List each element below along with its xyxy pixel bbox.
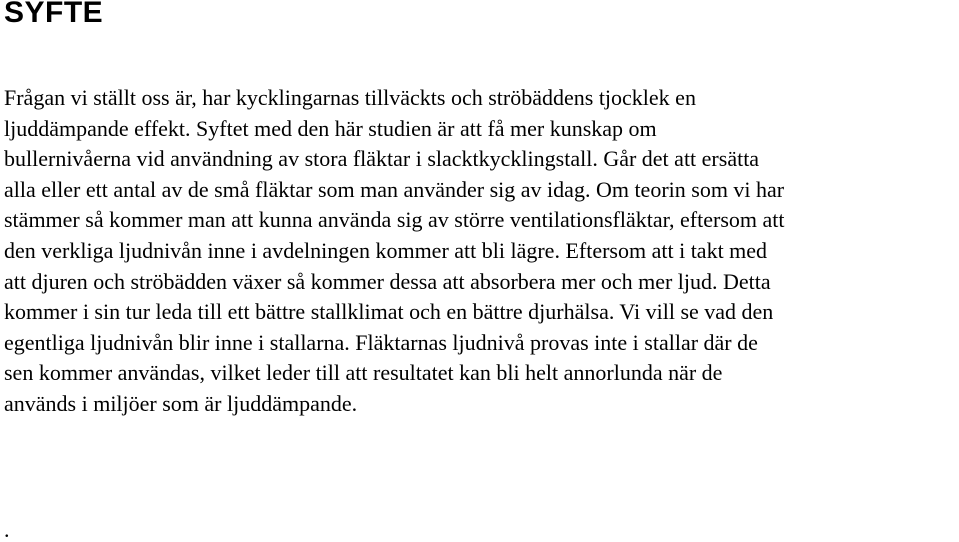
paragraph-line: kommer i sin tur leda till ett bättre stallklimat och en bättre djurhälsa. Vi vill se vad den [4,299,774,325]
paragraph-line: alla eller ett antal av de små fläktar som man använder sig av idag. Om teorin som vi har [4,176,785,202]
paragraph-line: används i miljöer som är ljuddämpande. [4,390,358,416]
paragraph-line: stämmer så kommer man att kunna använda sig av större ventilationsfläktar, eftersom att [4,207,785,233]
paragraph-line: egentliga ljudnivån blir inne i stallarna. Fläktarnas ljudnivå provas inte i stallar där de [4,329,758,355]
trailing-period: . [4,517,10,542]
section-heading: SYFTE [4,0,104,29]
paragraph-line: bullernivåerna vid användning av stora fläktar i slacktkycklingstall. Går det att ersätta [4,146,760,172]
paragraph-line: ljuddämpande effekt. Syftet med den här studien är att få mer kunskap om [4,115,657,141]
paragraph-line: den verkliga ljudnivån inne i avdelningen kommer att bli lägre. Eftersom att i takt med [4,237,768,263]
paragraph-line: sen kommer användas, vilket leder till att resultatet kan bli helt annorlunda när de [4,360,723,386]
paragraph-line: Frågan vi ställt oss är, har kycklingarnas tillväckts och ströbäddens tjocklek en [4,85,696,110]
purpose-paragraph [4,83,959,420]
paragraph-line: att djuren och ströbädden växer så kommer dessa att absorbera mer och mer ljud. Detta [4,268,771,294]
